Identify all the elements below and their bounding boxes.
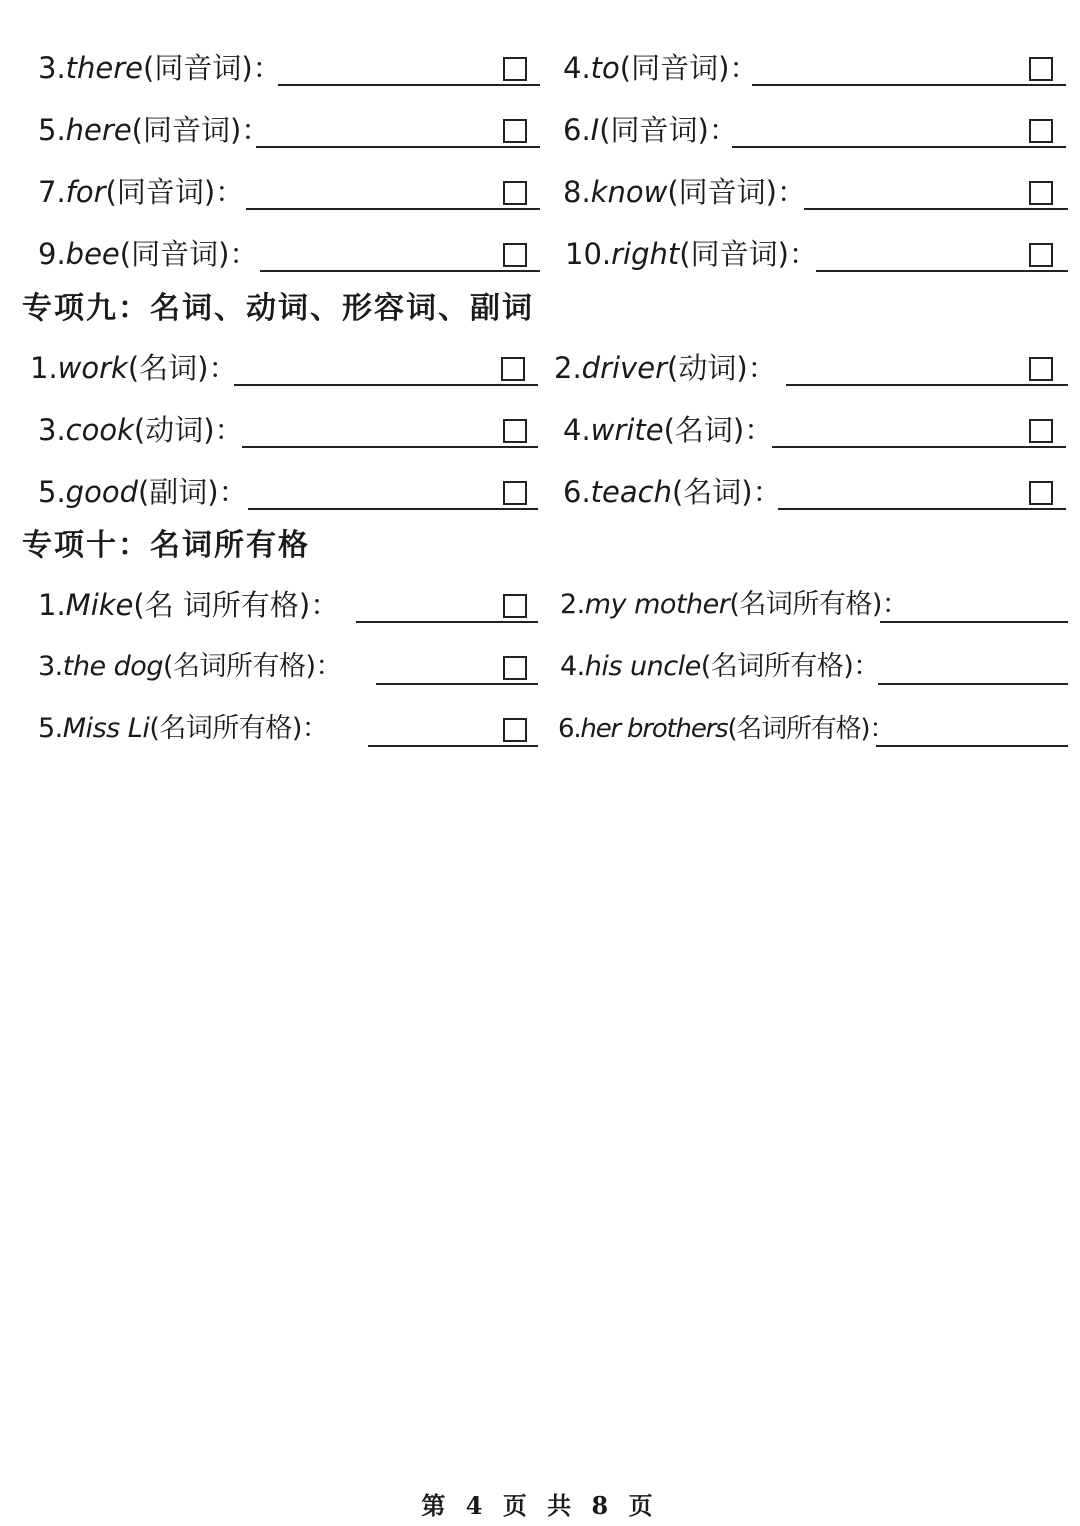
answer-line[interactable] [778,508,1066,510]
answer-line[interactable] [876,745,1068,747]
answer-line[interactable] [248,508,538,510]
checkbox[interactable] [1029,243,1053,267]
answer-line[interactable] [278,84,540,86]
answer-line[interactable] [878,683,1068,685]
answer-line[interactable] [260,270,540,272]
checkbox[interactable] [503,119,527,143]
checkbox[interactable] [503,181,527,205]
checkbox[interactable] [503,481,527,505]
exercise-item: 5.here(同音词)： 6.I(同音词)： [0,110,1080,150]
answer-line[interactable] [752,84,1066,86]
answer-line[interactable] [242,446,538,448]
exercise-item: 5.Miss Li(名词所有格)： 6.her brothers(名词所有格)： [0,709,1080,749]
checkbox[interactable] [1029,419,1053,443]
checkbox[interactable] [1029,357,1053,381]
answer-line[interactable] [816,270,1068,272]
exercise-item: 3.the dog(名词所有格)： 4.his uncle(名词所有格)： [0,647,1080,687]
answer-line[interactable] [786,384,1068,386]
checkbox[interactable] [503,594,527,618]
answer-line[interactable] [376,683,538,685]
exercise-item: 3.there(同音词)： 4.to(同音词)： [0,48,1080,88]
answer-line[interactable] [772,446,1066,448]
answer-line[interactable] [234,384,538,386]
exercise-item: 9.bee(同音词)： 10.right(同音词)： [0,234,1080,274]
answer-line[interactable] [732,146,1066,148]
checkbox[interactable] [1029,57,1053,81]
exercise-item: 1.Mike(名 词所有格)： 2.my mother(名词所有格)： [0,585,1080,625]
section-heading: 专项十：名词所有格 [22,528,310,563]
answer-line[interactable] [246,208,540,210]
answer-line[interactable] [356,621,538,623]
checkbox[interactable] [503,419,527,443]
answer-line[interactable] [368,745,538,747]
checkbox[interactable] [503,656,527,680]
exercise-item: 7.for(同音词)： 8.know(同音词)： [0,172,1080,212]
checkbox[interactable] [503,57,527,81]
page-number: 第 4 页 共 8 页 [421,1491,659,1520]
checkbox[interactable] [1029,481,1053,505]
checkbox[interactable] [1029,119,1053,143]
checkbox[interactable] [501,357,525,381]
checkbox[interactable] [1029,181,1053,205]
exercise-item: 5.good(副词)： 6.teach(名词)： [0,472,1080,512]
answer-line[interactable] [880,621,1068,623]
checkbox[interactable] [503,243,527,267]
answer-line[interactable] [804,208,1068,210]
answer-line[interactable] [256,146,540,148]
checkbox[interactable] [503,718,527,742]
exercise-item: 3.cook(动词)： 4.write(名词)： [0,410,1080,450]
exercise-item: 1.work(名词)： 2.driver(动词)： [0,348,1080,388]
section-heading: 专项九：名词、动词、形容词、副词 [22,291,534,326]
